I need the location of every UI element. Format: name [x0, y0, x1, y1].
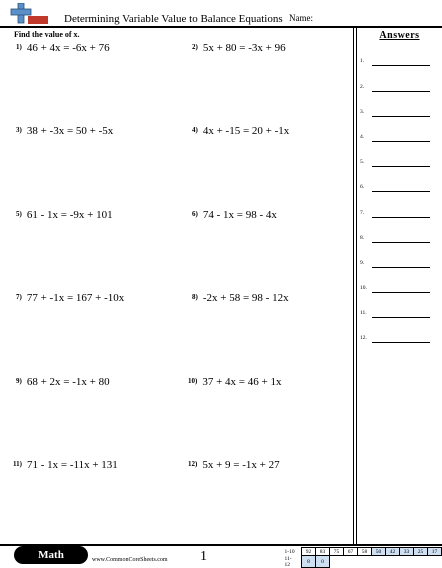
score-cell: 17 — [428, 548, 442, 556]
problem-number: 4) — [192, 126, 198, 134]
answer-number: 12. — [360, 335, 367, 341]
problem-4 — [192, 125, 289, 137]
problem-number: 5) — [16, 210, 22, 218]
answer-number: 1. — [360, 58, 365, 64]
problem-number: 6) — [192, 210, 198, 218]
score-range-label: 1-10 — [284, 548, 295, 555]
problem-number: 8) — [192, 293, 198, 301]
score-cell: 33 — [400, 548, 414, 556]
answer-number: 3. — [360, 109, 365, 115]
answer-line-5 — [360, 159, 432, 169]
score-cell: 42 — [386, 548, 400, 556]
answer-line-4 — [360, 134, 432, 144]
score-cell: 67 — [344, 548, 358, 556]
problem-10 — [188, 376, 281, 388]
problem-equation: 71 - 1x = -11x + 131 — [26, 459, 118, 471]
answer-line-12 — [360, 335, 432, 345]
answer-line-7 — [360, 210, 432, 220]
answer-line-10 — [360, 285, 432, 295]
score-cell: 25 — [414, 548, 428, 556]
answer-number: 11. — [360, 310, 367, 316]
score-row-11-12 — [283, 556, 442, 568]
answer-number: 2. — [360, 84, 365, 90]
answer-number: 9. — [360, 260, 365, 266]
site-url: www.CommonCoreSheets.com — [92, 557, 168, 563]
answer-line-11 — [360, 310, 432, 320]
problem-number: 11) — [13, 460, 22, 468]
score-cell: 58 — [358, 548, 372, 556]
problem-equation: 77 + -1x = 167 + -10x — [26, 292, 125, 304]
problem-equation: 37 + 4x = 46 + 1x — [202, 376, 282, 388]
answer-column-divider — [356, 27, 357, 544]
answer-number: 6. — [360, 184, 365, 190]
answer-line-9 — [360, 260, 432, 270]
problem-equation: 5x + 9 = -1x + 27 — [202, 459, 280, 471]
problem-equation: -2x + 58 = 98 - 12x — [202, 292, 289, 304]
answer-line-6 — [360, 184, 432, 194]
problem-number: 1) — [16, 43, 22, 51]
answer-line-1 — [360, 58, 432, 68]
problem-7 — [16, 292, 124, 304]
answers-title: Answers — [379, 30, 420, 41]
problem-2 — [192, 42, 286, 54]
problem-equation: 46 + 4x = -6x + 76 — [26, 42, 110, 54]
math-badge-label: Math — [38, 549, 64, 561]
problem-number: 2) — [192, 43, 198, 51]
answer-number: 7. — [360, 210, 365, 216]
problem-number: 10) — [188, 377, 198, 385]
problem-9 — [16, 376, 110, 388]
problem-equation: 68 + 2x = -1x + 80 — [26, 376, 110, 388]
answer-number: 10. — [360, 285, 367, 291]
problem-equation: 38 + -3x = 50 + -5x — [26, 125, 114, 137]
problem-equation: 5x + 80 = -3x + 96 — [202, 42, 286, 54]
problem-1 — [16, 42, 110, 54]
answer-column-divider — [353, 27, 354, 544]
score-cell: 75 — [330, 548, 344, 556]
answer-number: 5. — [360, 159, 365, 165]
problem-equation: 74 - 1x = 98 - 4x — [202, 209, 277, 221]
answer-line-3 — [360, 109, 432, 119]
score-row-1-10 — [283, 548, 442, 556]
answer-line-2 — [360, 84, 432, 94]
problem-11 — [13, 459, 118, 471]
score-range-label: 11-12 — [284, 555, 292, 568]
problem-number: 9) — [16, 377, 22, 385]
name-label: Name: — [289, 13, 313, 23]
instructions: Find the value of x. — [14, 30, 80, 39]
score-cell: 0 — [316, 556, 330, 568]
score-cell: 83 — [316, 548, 330, 556]
problem-12 — [188, 459, 280, 471]
problem-equation: 4x + -15 = 20 + -1x — [202, 125, 290, 137]
problem-equation: 61 - 1x = -9x + 101 — [26, 209, 113, 221]
score-table — [283, 547, 442, 568]
problem-5 — [16, 209, 113, 221]
score-cell: 92 — [302, 548, 316, 556]
problem-3 — [16, 125, 113, 137]
logo-icon — [10, 3, 48, 25]
answer-line-8 — [360, 235, 432, 245]
header-divider — [0, 26, 442, 28]
problem-6 — [192, 209, 277, 221]
problem-number: 7) — [16, 293, 22, 301]
problem-8 — [192, 292, 289, 304]
answer-number: 4. — [360, 134, 365, 140]
answer-number: 8. — [360, 235, 365, 241]
page-number: 1 — [200, 549, 207, 564]
score-cell: 50 — [372, 548, 386, 556]
problem-number: 12) — [188, 460, 198, 468]
worksheet-title: Determining Variable Value to Balance Equations — [64, 13, 283, 25]
problem-number: 3) — [16, 126, 22, 134]
score-cell: 8 — [302, 556, 316, 568]
